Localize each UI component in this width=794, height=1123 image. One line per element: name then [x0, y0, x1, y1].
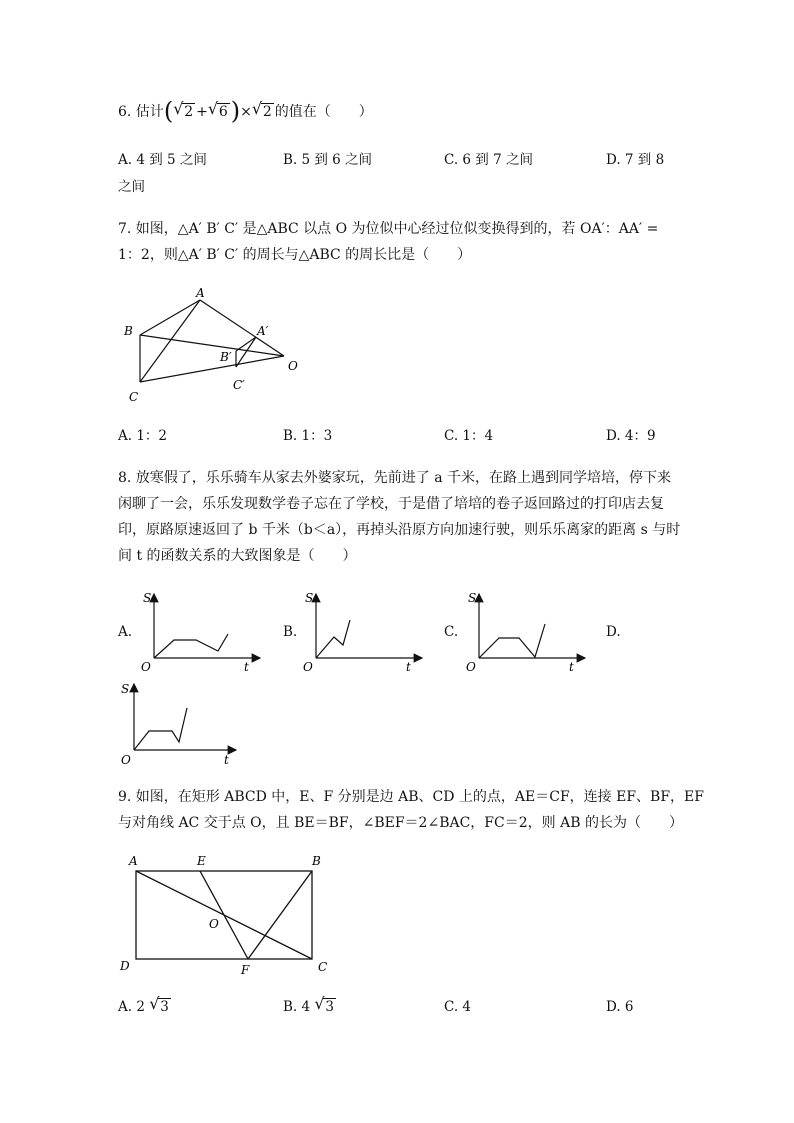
label-A-prime: A′: [257, 324, 269, 338]
label-C: C: [129, 390, 139, 404]
question-7-line-2: 1：2，则△A′ B′ C′ 的周长与△ABC 的周长比是（ ）: [118, 247, 472, 263]
question-8-line-2: 闲聊了一会，乐乐发现数学卷子忘在了学校，于是借了培培的卷子返回路过的打印店去复: [118, 496, 664, 512]
graph-c-origin: O: [466, 660, 476, 673]
q6-option-d[interactable]: D. 7 到 8: [606, 152, 665, 168]
label-A: A: [196, 286, 205, 300]
label-B-prime: B′: [220, 350, 232, 364]
graph-d-axis-x: t: [224, 753, 229, 767]
question-8-line-1: 8. 放寒假了，乐乐骑车从家去外婆家玩，先前进了 a 千米，在路上遇到同学培培，停下来: [118, 470, 672, 486]
question-8-line-4: 间 t 的函数关系的大致图象是（ ）: [118, 548, 357, 564]
q8-option-d-label[interactable]: D.: [606, 624, 621, 640]
label-B: B: [124, 324, 133, 338]
graph-d-axis-y: S: [121, 682, 130, 696]
q8-option-b-label[interactable]: B.: [283, 624, 298, 640]
q8-graph-b: [300, 588, 425, 673]
label-F: F: [241, 963, 250, 977]
label-O: O: [288, 359, 298, 373]
graph-c-axis-y: S: [468, 591, 477, 605]
question-9-line-1: 9. 如图，在矩形 ABCD 中，E、F 分别是边 AB、CD 上的点，AE＝CF，连接 EF、BF，EF: [118, 789, 704, 805]
q8-graph-c: [463, 588, 588, 673]
graph-d-origin: O: [121, 753, 131, 767]
q9-option-b[interactable]: B. 4 √ 3: [283, 994, 334, 1015]
label-B: B: [312, 854, 321, 868]
q8-graph-a: [138, 588, 263, 673]
q9-option-d[interactable]: D. 6: [606, 999, 634, 1015]
graph-a-axis-x: t: [244, 660, 249, 673]
q7-similarity-figure: [118, 283, 318, 408]
q7-option-c[interactable]: C. 1：4: [444, 428, 494, 444]
label-A: A: [129, 854, 138, 868]
question-8-line-3: 印，原路原速返回了 b 千米（b＜a），再掉头沿原方向加速行驶，则乐乐离家的距离 s 与时: [118, 522, 681, 538]
q7-option-a[interactable]: A. 1：2: [118, 428, 168, 444]
q9-rectangle-figure: [112, 850, 337, 978]
label-E: E: [197, 854, 206, 868]
graph-b-axis-x: t: [406, 660, 411, 673]
q6-option-d-wrap: 之间: [118, 179, 145, 195]
q9-option-a[interactable]: A. 2 √ 3: [118, 994, 169, 1015]
graph-b-axis-y: S: [305, 591, 314, 605]
q7-option-b[interactable]: B. 1：3: [283, 428, 333, 444]
label-D: D: [120, 959, 130, 973]
question-7-line-1: 7. 如图，△A′ B′ C′ 是△ABC 以点 O 为位似中心经过位似变换得到的，若 OA′：AA′ =: [118, 221, 659, 237]
graph-a-axis-y: S: [143, 591, 152, 605]
q7-option-d[interactable]: D. 4：9: [606, 428, 656, 444]
label-O: O: [209, 917, 219, 931]
q8-graph-d: [118, 678, 243, 770]
question-6-stem: 6. 估计( √ 2 + √ 6 )× √ 2 的值在（ ）: [118, 97, 373, 125]
q8-option-c-label[interactable]: C.: [444, 624, 459, 640]
question-9-line-2: 与对角线 AC 交于点 O，且 BE＝BF，∠BEF＝2∠BAC，FC＝2，则 AB 的长为（ ）: [118, 815, 683, 831]
q6-option-b[interactable]: B. 5 到 6 之间: [283, 152, 373, 168]
label-C-prime: C′: [233, 378, 245, 392]
label-C: C: [318, 960, 328, 974]
graph-c-axis-x: t: [569, 660, 574, 673]
graph-b-origin: O: [303, 660, 313, 673]
q9-option-c[interactable]: C. 4: [444, 999, 472, 1015]
graph-a-origin: O: [141, 660, 151, 673]
q8-option-a-label[interactable]: A.: [118, 624, 133, 640]
q6-option-c[interactable]: C. 6 到 7 之间: [444, 152, 533, 168]
q6-option-a[interactable]: A. 4 到 5 之间: [118, 152, 207, 168]
